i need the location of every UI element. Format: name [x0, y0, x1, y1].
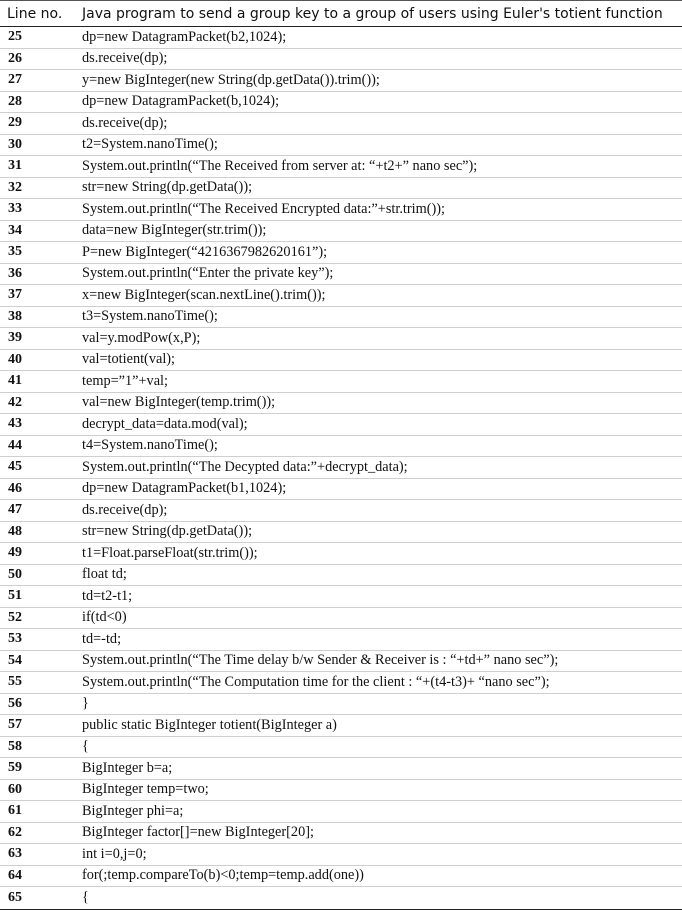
table-row	[0, 436, 682, 458]
table-row	[0, 629, 682, 651]
line-number: 29	[8, 115, 22, 131]
table-row	[0, 479, 682, 501]
line-number: 37	[8, 287, 22, 303]
code-line: System.out.println(“The Time delay b/w Sender & Receiver is : “+td+” nano sec”);	[82, 652, 559, 669]
line-number: 27	[8, 72, 22, 88]
line-number: 40	[8, 351, 22, 367]
code-line: temp=”1”+val;	[82, 372, 168, 389]
code-line: str=new String(dp.getData());	[82, 523, 253, 540]
code-line: t3=System.nanoTime();	[82, 308, 218, 325]
code-line: data=new BigInteger(str.trim());	[82, 222, 267, 239]
table-header	[0, 0, 682, 27]
code-line: td=t2-t1;	[82, 587, 133, 604]
line-number: 44	[8, 437, 22, 453]
table-row	[0, 264, 682, 286]
line-number: 42	[8, 394, 22, 410]
line-number: 49	[8, 545, 22, 561]
table-row	[0, 844, 682, 866]
table-row	[0, 27, 682, 49]
table-row	[0, 393, 682, 415]
table-row	[0, 156, 682, 178]
table-row	[0, 371, 682, 393]
table-row	[0, 543, 682, 565]
table-row	[0, 694, 682, 716]
code-line: System.out.println(“The Computation time for the client : “+(t4-t3)+ “nano sec”);	[82, 673, 550, 690]
code-line: y=new BigInteger(new String(dp.getData()).trim());	[82, 71, 380, 88]
line-number: 32	[8, 179, 22, 195]
table-row	[0, 866, 682, 888]
table-row	[0, 457, 682, 479]
line-number: 55	[8, 674, 22, 690]
code-line: int i=0,j=0;	[82, 845, 147, 862]
code-line: dp=new DatagramPacket(b1,1024);	[82, 480, 287, 497]
code-line: {	[82, 889, 89, 906]
code-line: ds.receive(dp);	[82, 114, 168, 131]
code-line: System.out.println(“The Received from server at: “+t2+” nano sec”);	[82, 157, 478, 174]
line-number: 48	[8, 523, 22, 539]
code-line: System.out.println(“The Decypted data:”+decrypt_data);	[82, 458, 408, 475]
line-number: 61	[8, 803, 22, 819]
line-number: 62	[8, 824, 22, 840]
line-number: 26	[8, 50, 22, 66]
code-line: BigInteger factor[]=new BigInteger[20];	[82, 824, 314, 841]
code-line: val=y.modPow(x,P);	[82, 329, 201, 346]
code-line: x=new BigInteger(scan.nextLine().trim());	[82, 286, 326, 303]
table-row	[0, 135, 682, 157]
line-number: 64	[8, 867, 22, 883]
line-number: 65	[8, 889, 22, 905]
code-line: BigInteger phi=a;	[82, 802, 184, 819]
code-line: float td;	[82, 566, 127, 583]
table-row	[0, 70, 682, 92]
code-line: val=new BigInteger(temp.trim());	[82, 394, 276, 411]
line-number: 31	[8, 158, 22, 174]
table-row	[0, 672, 682, 694]
table-row	[0, 565, 682, 587]
code-line: System.out.println(“The Received Encrypted data:”+str.trim());	[82, 200, 445, 217]
table-row	[0, 651, 682, 673]
line-number: 60	[8, 781, 22, 797]
line-no-header: Line no.	[7, 5, 63, 22]
table-row	[0, 758, 682, 780]
line-number: 53	[8, 631, 22, 647]
line-number: 58	[8, 738, 22, 754]
table-row	[0, 92, 682, 114]
code-line: public static BigInteger totient(BigInteger a)	[82, 716, 337, 733]
table-row	[0, 199, 682, 221]
program-title-header: Java program to send a group key to a group of users using Euler's totient function	[82, 5, 663, 22]
code-line: t1=Float.parseFloat(str.trim());	[82, 544, 258, 561]
line-number: 52	[8, 609, 22, 625]
line-number: 34	[8, 222, 22, 238]
line-number: 38	[8, 308, 22, 324]
table-body	[0, 27, 682, 910]
code-line: t2=System.nanoTime();	[82, 136, 218, 153]
line-number: 41	[8, 373, 22, 389]
table-row	[0, 414, 682, 436]
code-line: if(td<0)	[82, 609, 127, 626]
line-number: 54	[8, 652, 22, 668]
table-row	[0, 823, 682, 845]
code-line: t4=System.nanoTime();	[82, 437, 218, 454]
line-number: 45	[8, 459, 22, 475]
line-number: 51	[8, 588, 22, 604]
line-number: 25	[8, 29, 22, 45]
code-line: System.out.println(“Enter the private key”);	[82, 265, 334, 282]
table-row	[0, 285, 682, 307]
code-line: dp=new DatagramPacket(b2,1024);	[82, 28, 287, 45]
line-number: 30	[8, 136, 22, 152]
line-number: 59	[8, 760, 22, 776]
code-line: val=totient(val);	[82, 351, 176, 368]
table-row	[0, 887, 682, 909]
code-line: for(;temp.compareTo(b)<0;temp=temp.add(one))	[82, 867, 364, 884]
line-number: 28	[8, 93, 22, 109]
table-row	[0, 178, 682, 200]
line-number: 43	[8, 416, 22, 432]
code-line: td=-td;	[82, 630, 122, 647]
line-number: 36	[8, 265, 22, 281]
table-row	[0, 586, 682, 608]
table-row	[0, 780, 682, 802]
table-row	[0, 328, 682, 350]
code-line: P=new BigInteger(“4216367982620161”);	[82, 243, 328, 260]
line-number: 47	[8, 502, 22, 518]
code-line: {	[82, 738, 89, 755]
code-line: BigInteger b=a;	[82, 759, 173, 776]
table-row	[0, 350, 682, 372]
table-row	[0, 113, 682, 135]
code-line: dp=new DatagramPacket(b,1024);	[82, 93, 280, 110]
line-number: 50	[8, 566, 22, 582]
table-row	[0, 307, 682, 329]
line-number: 39	[8, 330, 22, 346]
line-number: 56	[8, 695, 22, 711]
table-row	[0, 49, 682, 71]
table-row	[0, 522, 682, 544]
line-number: 33	[8, 201, 22, 217]
code-line: }	[82, 695, 89, 712]
table-row	[0, 500, 682, 522]
table-row	[0, 242, 682, 264]
table-row	[0, 801, 682, 823]
line-number: 35	[8, 244, 22, 260]
table-row	[0, 608, 682, 630]
line-number: 57	[8, 717, 22, 733]
code-line: BigInteger temp=two;	[82, 781, 209, 798]
line-number: 63	[8, 846, 22, 862]
code-line: str=new String(dp.getData());	[82, 179, 253, 196]
table-row	[0, 221, 682, 243]
code-line: ds.receive(dp);	[82, 50, 168, 67]
table-row	[0, 737, 682, 759]
code-line: decrypt_data=data.mod(val);	[82, 415, 248, 432]
code-line: ds.receive(dp);	[82, 501, 168, 518]
table-row	[0, 715, 682, 737]
line-number: 46	[8, 480, 22, 496]
